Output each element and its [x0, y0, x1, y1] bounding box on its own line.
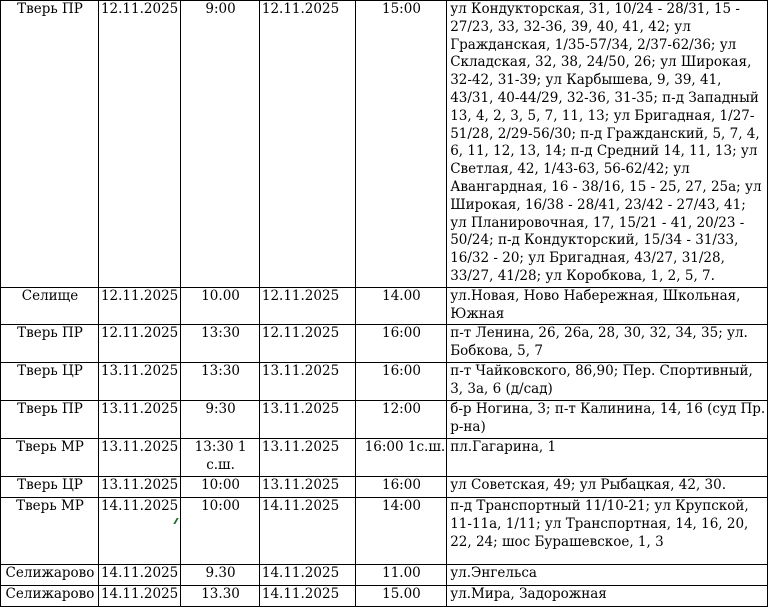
end-date-cell: 14.11.2025 [259, 585, 355, 606]
address-cell: пл.Гагарина, 1 [447, 439, 768, 477]
start-time-cell: 13.30 [181, 585, 260, 606]
table-row [1, 439, 768, 477]
start-date-cell: 14.11.2025 [98, 497, 180, 564]
start-time-cell: 10.00 [181, 287, 260, 325]
end-date-cell: 12.11.2025 [259, 287, 355, 325]
area-cell: Тверь МР [1, 439, 99, 477]
start-time-cell: 13:30 [181, 363, 260, 401]
address-cell: ул.Новая, Ново Набережная, Школьная, Южная [447, 287, 768, 325]
end-date-cell: 13.11.2025 [259, 363, 355, 401]
start-date-cell: 13.11.2025 [98, 401, 180, 439]
start-time-cell: 10:00 [181, 476, 260, 497]
end-time-cell: 15:00 [355, 1, 447, 288]
end-date-cell: 13.11.2025 [259, 401, 355, 439]
end-time-cell: 14.00 [355, 287, 447, 325]
table-row [1, 476, 768, 497]
area-cell: Тверь ПР [1, 1, 99, 288]
area-cell: Селижарово [1, 564, 99, 585]
table-row [1, 1, 768, 288]
start-time-cell: 9.30 [181, 564, 260, 585]
address-cell: ул Советская, 49; ул Рыбацкая, 42, 30. [447, 476, 768, 497]
table-row [1, 363, 768, 401]
table-row [1, 564, 768, 585]
start-time-cell: 10:00 [181, 497, 260, 564]
end-time-cell: 12:00 [355, 401, 447, 439]
start-time-cell: 9:00 [181, 1, 260, 288]
end-time-cell: 16:00 1с.ш. [355, 439, 447, 477]
area-cell: Тверь ЦР [1, 476, 99, 497]
end-date-cell: 13.11.2025 [259, 476, 355, 497]
end-time-cell: 16:00 [355, 476, 447, 497]
start-date-cell: 12.11.2025 [98, 287, 180, 325]
address-cell: п-т Чайковского, 86,90; Пер. Спортивный, 3, 3а, 6 (д/сад) [447, 363, 768, 401]
table-row [1, 325, 768, 363]
start-date-cell: 13.11.2025 [98, 476, 180, 497]
start-date-cell: 13.11.2025 [98, 363, 180, 401]
end-time-cell: 16:00 [355, 325, 447, 363]
end-date-cell: 14.11.2025 [259, 564, 355, 585]
start-date-cell: 12.11.2025 [98, 1, 180, 288]
area-cell: Тверь ПР [1, 325, 99, 363]
address-cell: ул Кондукторская, 31, 10/24 - 28/31, 15 - 27/23, 33, 32-36, 39, 40, 41, 42; ул Гражданская, 1/35-57/34, 2/37-62/36; ул Складская, 32, 38, 24/50, 26; ул Широкая, 32-42, 31-39; ул Карбышева, 9, 39, 41, 43/31, 40-44/29, 32-36, 31-35; п-д Западный 13, 4, 2, 3, 5, 7, 11, 13; ул Бригадная, 1/27-51/28, 2/29-56/30; п-д Гражданский, 5, 7, 4, 6, 11, 12, 13, 14; п-д Средний 14, 11, 13; ул Светлая, 42, 1/43-63, 56-62/42; ул Авангардная, 16 - 38/16, 15 - 25, 27, 25а; ул Широкая, 16/38 - 28/41, 23/42 - 27/43, 41; ул Планировочная, 17, 15/21 - 41, 20/23 - 50/24; п-д Кондукторский, 15/34 - 31/33, 16/32 - 20; ул Бригадная, 43/27, 31/28, 33/27, 41/28; ул Коробкова, 1, 2, 5, 7. [447, 1, 768, 288]
area-cell: Тверь МР [1, 497, 99, 564]
start-date-cell: 13.11.2025 [98, 439, 180, 477]
area-cell: Селижарово [1, 585, 99, 606]
table-row [1, 287, 768, 325]
table-row [1, 497, 768, 564]
end-time-cell: 11.00 [355, 564, 447, 585]
address-cell: ул.Энгельса [447, 564, 768, 585]
area-cell: Тверь ЦР [1, 363, 99, 401]
end-date-cell: 12.11.2025 [259, 1, 355, 288]
address-cell: б-р Ногина, 3; п-т Калинина, 14, 16 (суд Пр. р-на) [447, 401, 768, 439]
end-time-cell: 14:00 [355, 497, 447, 564]
area-cell: Тверь ПР [1, 401, 99, 439]
area-cell: Селище [1, 287, 99, 325]
start-date-cell: 14.11.2025 [98, 585, 180, 606]
end-date-cell: 14.11.2025 [259, 497, 355, 564]
start-time-cell: 13:30 [181, 325, 260, 363]
end-time-cell: 16:00 [355, 363, 447, 401]
start-date-cell: 12.11.2025 [98, 325, 180, 363]
end-time-cell: 15.00 [355, 585, 447, 606]
start-time-cell: 13:30 1 с.ш. [181, 439, 260, 477]
start-date-cell: 14.11.2025 [98, 564, 180, 585]
end-date-cell: 13.11.2025 [259, 439, 355, 477]
address-cell: п-т Ленина, 26, 26а, 28, 30, 32, 34, 35; ул. Бобкова, 5, 7 [447, 325, 768, 363]
table-row [1, 401, 768, 439]
address-cell: п-д Транспортный 11/10-21; ул Крупской, 11-11а, 1/11; ул Транспортная, 14, 16, 20, 22, 24; шос Бурашевское, 1, 3 [447, 497, 768, 564]
address-cell: ул.Мира, Задорожная [447, 585, 768, 606]
table-row [1, 585, 768, 606]
start-time-cell: 9:30 [181, 401, 260, 439]
end-date-cell: 12.11.2025 [259, 325, 355, 363]
